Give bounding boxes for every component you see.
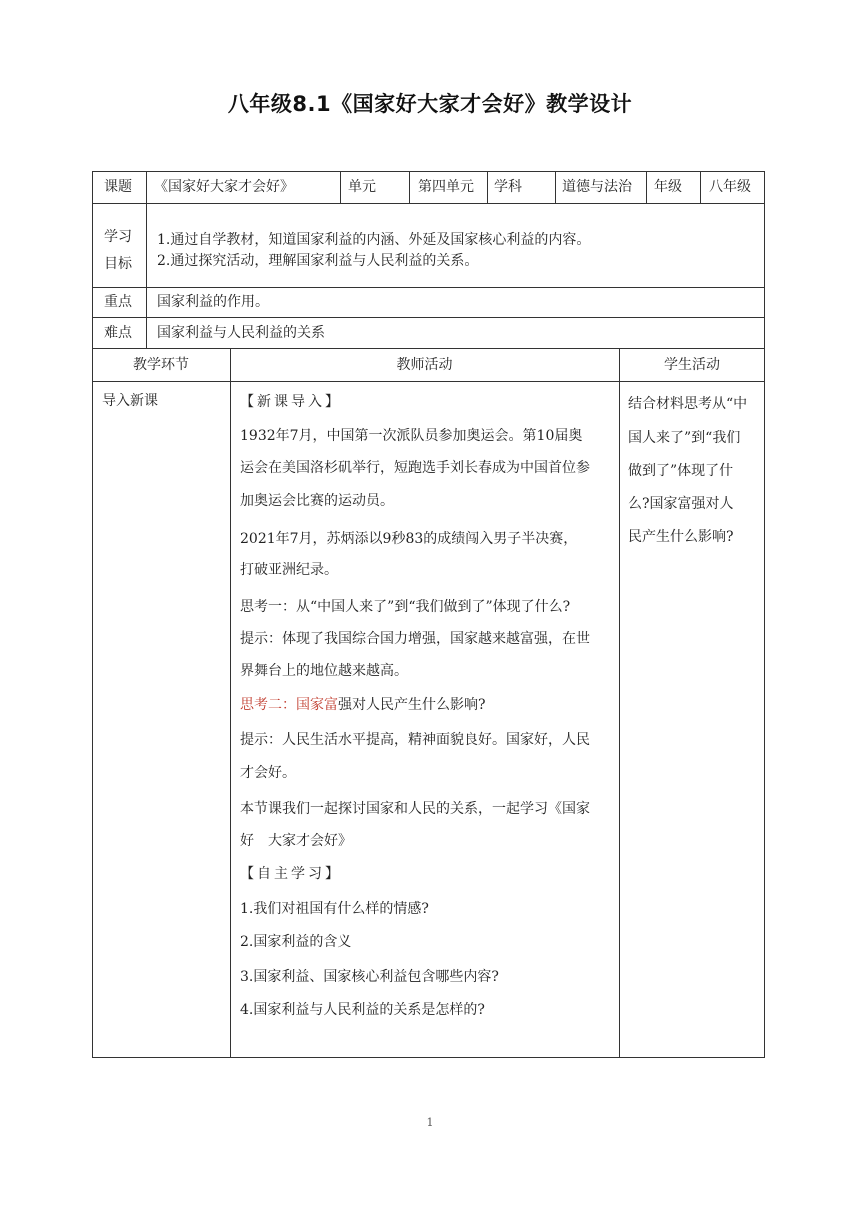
key-point-value: 国家利益的作用。 <box>157 294 269 310</box>
table-border-top <box>92 171 765 172</box>
objectives-label-line1: 学习 <box>104 229 132 245</box>
subject-label: 学科 <box>494 179 522 195</box>
student-line: 结合材料思考从“中 <box>628 396 748 412</box>
unit-value: 第四单元 <box>418 179 474 195</box>
unit-label: 单元 <box>348 179 376 195</box>
teacher-line: 本节课我们一起探讨国家和人民的关系，一起学习《国家 <box>240 801 590 817</box>
subject-value: 道德与法治 <box>562 179 632 195</box>
teacher-line: 界舞台上的地位越来越高。 <box>240 663 408 679</box>
self-study-item: 3.国家利益、国家核心利益包含哪些内容? <box>240 969 499 985</box>
teacher-line: 提示：体现了我国综合国力增强，国家越来越富强，在世 <box>240 631 590 647</box>
table-border-right <box>764 171 765 1057</box>
objective-item-1: 1.通过自学教材，知道国家利益的内涵、外延及国家核心利益的内容。 <box>157 232 591 248</box>
row-divider <box>92 348 765 349</box>
teacher-line: 1932年7月，中国第一次派队员参加奥运会。第10届奥 <box>240 428 583 444</box>
col-divider <box>230 348 231 1057</box>
col-divider <box>646 171 647 203</box>
key-point-label: 重点 <box>104 294 132 310</box>
question-1: 思考一：从“中国人来了”到“我们做到了”体现了什么? <box>240 599 571 615</box>
question-2-rest: 强对人民产生什么影响? <box>338 697 486 713</box>
row-divider <box>92 317 765 318</box>
lesson-value: 《国家好大家才会好》 <box>154 179 294 195</box>
self-study-heading: 【自主学习】 <box>240 866 342 882</box>
table-border-left <box>92 171 93 1057</box>
question-2-highlight: 思考二：国家富 <box>240 697 338 713</box>
teacher-line: 2021年7月，苏炳添以9秒83的成绩闯入男子半决赛， <box>240 531 578 547</box>
student-line: 国人来了”到“我们 <box>628 430 741 446</box>
teacher-line: 提示：人民生活水平提高，精神面貌良好。国家好，人民 <box>240 732 590 748</box>
self-study-item: 1.我们对祖国有什么样的情感? <box>240 901 429 917</box>
question-2 <box>240 694 486 714</box>
difficulty-label: 难点 <box>104 325 132 341</box>
row-divider <box>92 287 765 288</box>
row-divider <box>92 381 765 382</box>
lesson-label: 课题 <box>104 179 132 195</box>
column-header-student: 学生活动 <box>664 357 720 373</box>
student-line: 民产生什么影响? <box>628 529 734 545</box>
column-header-teacher: 教师活动 <box>396 357 453 373</box>
teacher-line: 才会好。 <box>240 765 296 781</box>
col-divider <box>700 171 701 203</box>
teacher-line: 加奥运会比赛的运动员。 <box>240 493 394 509</box>
self-study-item: 2.国家利益的含义 <box>240 934 352 950</box>
difficulty-value: 国家利益与人民利益的关系 <box>157 325 325 341</box>
teacher-line: 打破亚洲纪录。 <box>240 562 338 578</box>
teacher-line: 运会在美国洛杉矶举行，短跑选手刘长春成为中国首位参 <box>240 460 590 476</box>
column-header-stage: 教学环节 <box>133 357 189 373</box>
col-divider <box>409 171 410 203</box>
col-divider <box>555 171 556 203</box>
table-border-bottom <box>92 1057 765 1058</box>
col-divider <box>146 171 147 348</box>
self-study-item: 4.国家利益与人民利益的关系是怎样的? <box>240 1002 485 1018</box>
page-number: 1 <box>426 1116 434 1129</box>
row-divider <box>92 203 765 204</box>
objective-item-2: 2.通过探究活动，理解国家利益与人民利益的关系。 <box>157 253 479 269</box>
grade-value: 八年级 <box>709 179 751 195</box>
grade-label: 年级 <box>654 179 682 195</box>
student-line: 做到了”体现了什 <box>628 463 734 479</box>
teacher-line: 好 大家才会好》 <box>240 833 352 849</box>
student-line: 么?国家富强对人 <box>628 496 734 512</box>
intro-heading: 【新课导入】 <box>240 394 342 410</box>
col-divider <box>340 171 341 203</box>
objectives-label-line2: 目标 <box>104 256 132 272</box>
stage-name: 导入新课 <box>102 393 158 409</box>
page-title: 八年级8.1《国家好大家才会好》教学设计 <box>227 92 633 116</box>
lesson-plan-table <box>92 171 765 1057</box>
col-divider <box>619 348 620 1057</box>
col-divider <box>487 171 488 203</box>
